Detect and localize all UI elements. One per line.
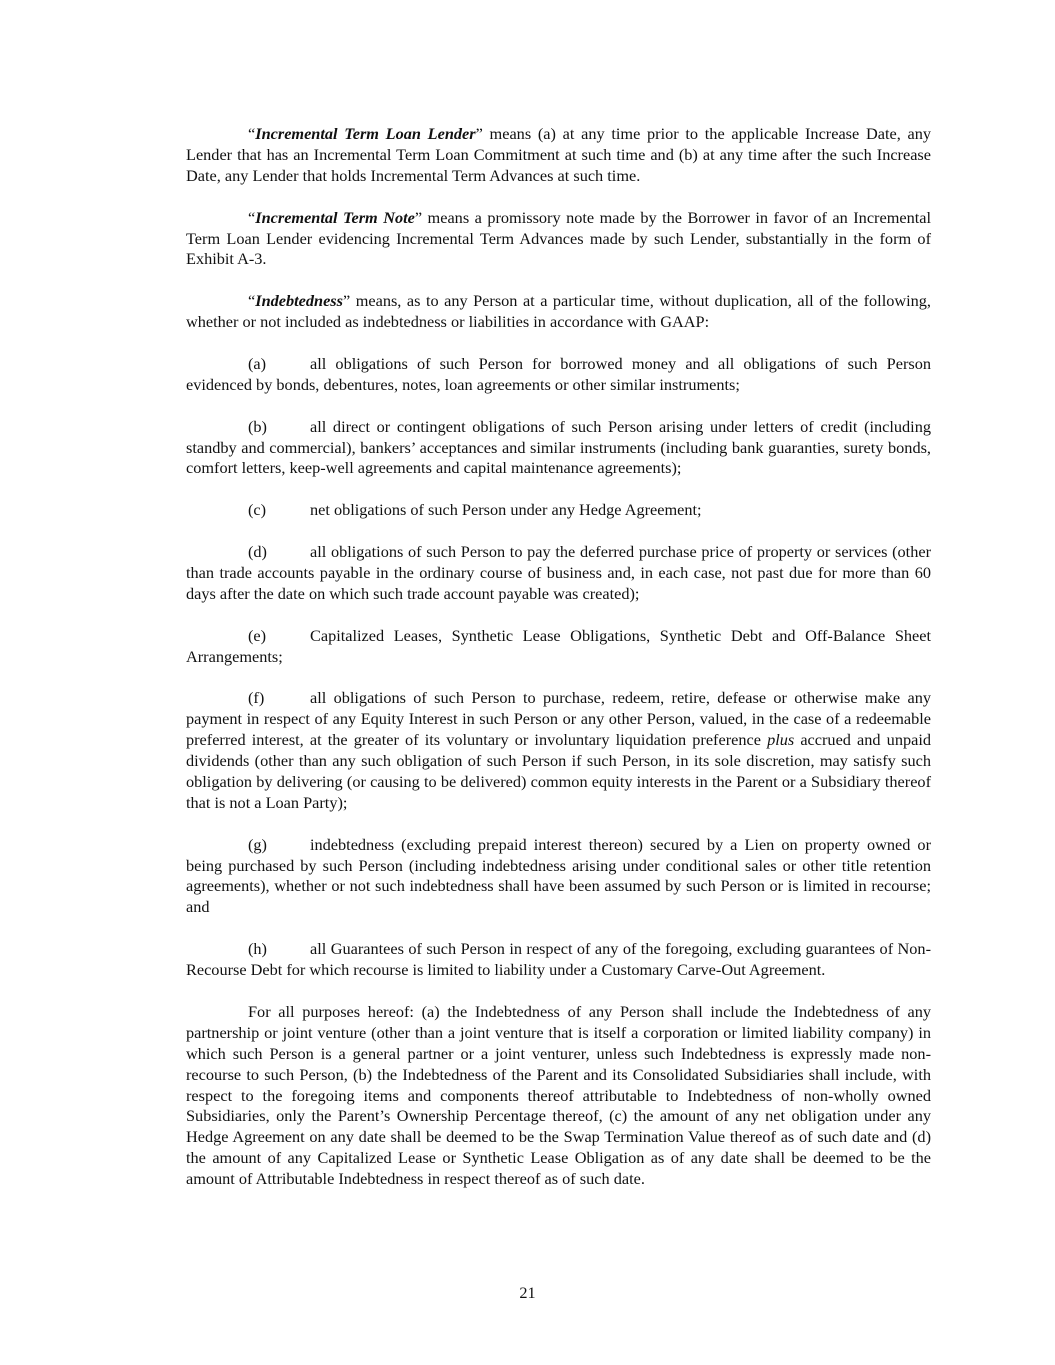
definition-indebtedness xyxy=(186,291,931,333)
clause-label: (g) xyxy=(248,834,267,854)
clause-text-after: accrued and unpaid dividends (other than any such obligation of such Person if such Person, in its sole discretion, may satisfy such obligation by delivering (or causing to be delivered) common equity interests in the Parent or a Subsidiary thereof that is not a Loan Party); xyxy=(186,730,931,812)
clause-text: all obligations of such Person to pay the deferred purchase price of property or services (other than trade accounts payable in the ordinary course of business and, in each case, not past due for more than 60 days after the date on which such trade account payable was created); xyxy=(186,542,931,603)
clause-label: (h) xyxy=(248,939,267,959)
clause-c xyxy=(186,500,931,521)
clause-text: all obligations of such Person for borrowed money and all obligations of such Person evidenced by bonds, debentures, notes, loan agreements or other similar instruments; xyxy=(186,353,931,394)
defined-term: Incremental Term Note xyxy=(255,207,415,227)
clause-d xyxy=(186,542,931,605)
clause-label: (c) xyxy=(248,500,267,520)
definition-incremental-term-loan-lender xyxy=(186,124,931,187)
clause-text-before: all obligations of such Person to purchase, redeem, retire, defease or otherwise make any payment in respect of any Equity Interest in such Person or any other Person, valued, in the case of a redeemable preferred interest, at the greater of its voluntary or involuntary liquidation preference xyxy=(186,688,931,750)
clause-label: (a) xyxy=(248,353,267,373)
clause-text: net obligations of such Person under any Hedge Agreement; xyxy=(310,500,702,520)
clause-emphasis: plus xyxy=(767,730,795,750)
clause-label: (d) xyxy=(248,542,267,562)
defined-term: Incremental Term Loan Lender xyxy=(255,124,476,143)
clause-label: (f) xyxy=(248,688,265,708)
clause-text: all direct or contingent obligations of such Person arising under letters of credit (including standby and commercial), bankers’ acceptances and similar instruments (including bank guaranties, surety bonds, comfort letters, keep-well agreements and capital maintenance agreements); xyxy=(186,416,931,478)
open-quote: “ xyxy=(248,124,256,143)
definition-incremental-term-note xyxy=(186,208,931,271)
page-number: 21 xyxy=(519,1283,536,1302)
clause-b xyxy=(186,417,931,480)
definition-text: ” means, as to any Person at a particular time, without duplication, all of the following, whether or not included as indebtedness or liabilities in accordance with GAAP: xyxy=(186,291,931,332)
clause-f xyxy=(186,688,931,813)
clause-text: indebtedness (excluding prepaid interest thereon) secured by a Lien on property owned or being purchased by such Person (including indebtedness arising under conditional sales or other title retention agreements), whether or not such indebtedness shall have been assumed by such Person or is limited in recourse; and xyxy=(186,834,931,917)
clause-text: Capitalized Leases, Synthetic Lease Obligations, Synthetic Debt and Off-Balance Sheet Arrangements; xyxy=(186,625,931,666)
document-page xyxy=(186,124,931,1211)
clause-text: all Guarantees of such Person in respect of any of the foregoing, excluding guarantees of Non-Recourse Debt for which recourse is limited to liability under a Customary Carve-Out Agreement. xyxy=(186,939,931,980)
open-quote: “ xyxy=(248,207,256,227)
definition-text: ” means (a) at any time prior to the applicable Increase Date, any Lender that has an Incremental Term Loan Commitment at such time and (b) at any time after the such Increase Date, any Lender that holds Incremental Term Advances at such time. xyxy=(186,124,931,185)
clause-label: (e) xyxy=(248,625,267,645)
clause-h xyxy=(186,939,931,981)
defined-term: Indebtedness xyxy=(255,291,343,311)
clause-a xyxy=(186,354,931,396)
clause-label: (b) xyxy=(248,416,267,436)
clause-e xyxy=(186,626,931,668)
closing-paragraph: For all purposes hereof: (a) the Indebtedness of any Person shall include the Indebtedness of any partnership or joint venture (other than a joint venture that is itself a corporation or limited liability company) in which such Person is a general partner or a joint venturer, unless such Indebtedness is expressly made non-recourse to such Person, (b) the Indebtedness of the Parent and its Consolidated Subsidiaries shall include, with respect to the foregoing items and components thereof attributable to Indebtedness of non-wholly owned Subsidiaries, only the Parent’s Ownership Percentage thereof, (c) the amount of any net obligation under any Hedge Agreement on any date shall be deemed to be the Swap Termination Value thereof as of such date and (d) the amount of any Capitalized Lease or Synthetic Lease Obligation as of any date shall be deemed to be the amount of Attributable Indebtedness in respect thereof as of such date. xyxy=(186,1001,931,1189)
clause-g xyxy=(186,835,931,919)
open-quote: “ xyxy=(248,291,256,311)
definition-text: ” means a promissory note made by the Borrower in favor of an Incremental Term Loan Lender evidencing Incremental Term Advances made by such Lender, substantially in the form of Exhibit A-3. xyxy=(186,207,931,269)
